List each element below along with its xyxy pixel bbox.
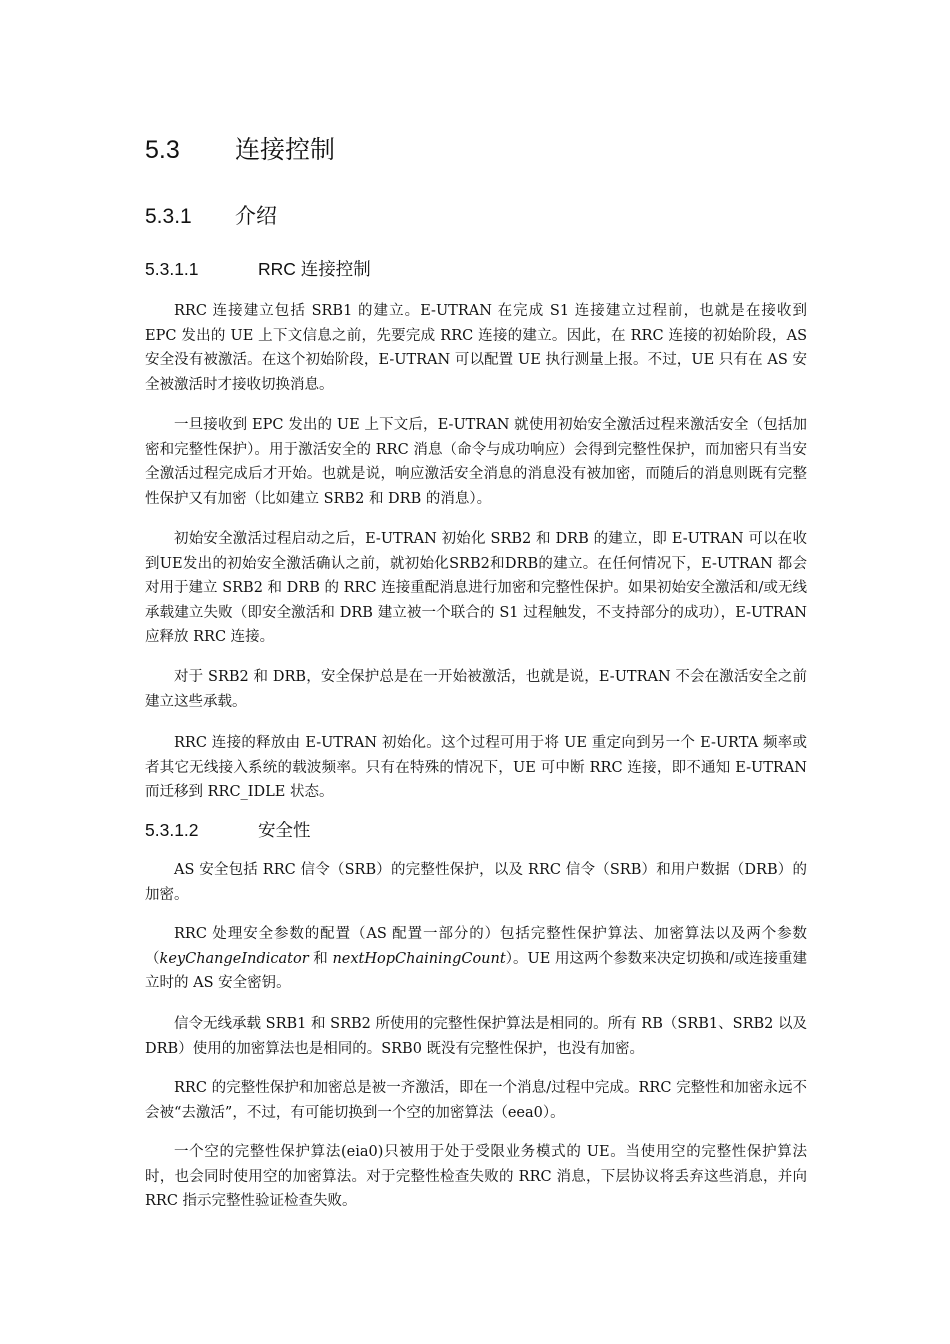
paragraph-security-activation: 一旦接收到 EPC 发出的 UE 上下文后，E-UTRAN 就使用初始安全激活过程来激活安全（包括加密和完整性保护）。用于激活安全的 RRC 消息（命令与成功响应）会得到完整性保护，而加密只有当安全激活过程完成后才开始。也就是说，响应激活安全消息的消息没有被加密，而随后的消息则既有完整性保护又有加密（比如建立 SRB2 和 DRB 的消息）。 [145,417,807,507]
term-next-hop-chaining-count: nextHopChainingCount [332,950,506,967]
paragraph-null-integrity: 一个空的完整性保护算法(eia0)只被用于处于受限业务模式的 UE。当使用空的完整性保护算法时，也会同时使用空的加密算法。对于完整性检查失败的 RRC 消息，下层协议将丢弃这些消息，并向 RRC 指示完整性验证检查失败。 [145,1144,807,1209]
subsection-heading [145,200,277,230]
sub-subsection-heading-security [145,817,311,842]
sub-subsection-title: RRC 连接控制 [258,259,371,279]
paragraph-as-security: AS 安全包括 RRC 信令（SRB）的完整性保护，以及 RRC 信令（SRB）和用户数据（DRB）的加密。 [145,862,807,903]
paragraph-security-config: RRC 处理安全参数的配置（AS 配置一部分的）包括完整性保护算法、加密算法以及两个参数（keyChangeIndicator 和 nextHopChainingCount）。UE 用这两个参数来决定切换和/或连接重建立时的 AS 安全密钥。 [145,926,807,991]
section-title: 连接控制 [235,136,336,164]
sub-subsection-number: 5.3.1.1 [145,259,199,279]
sub-subsection-heading-rrc [145,256,371,281]
subsection-number: 5.3.1 [145,205,192,228]
paragraph-srb2-drb-security: 对于 SRB2 和 DRB，安全保护总是在一开始被激活，也就是说，E-UTRAN 不会在激活安全之前建立这些承载。 [145,669,807,710]
sub-subsection-title: 安全性 [258,820,311,840]
paragraph-srb2-drb-setup: 初始安全激活过程启动之后，E-UTRAN 初始化 SRB2 和 DRB 的建立，即 E-UTRAN 可以在收到UE发出的初始安全激活确认之前，就初始化SRB2和DRB的建立。在任何情况下，E-UTRAN 都会对用于建立 SRB2 和 DRB 的 RRC 连接重配消息进行加密和完整性保护。如果初始安全激活和/或无线承载建立失败（即安全激活和 DRB 建立被一个联合的 S1 过程触发，不支持部分的成功），E-UTRAN 应释放 RRC 连接。 [145,531,807,645]
sub-subsection-number: 5.3.1.2 [145,820,199,840]
paragraph-integrity-ciphering: RRC 的完整性保护和加密总是被一齐激活，即在一个消息/过程中完成。RRC 完整性和加密永远不会被“去激活”，不过，有可能切换到一个空的加密算法（eea0）。 [145,1080,807,1121]
term-key-change-indicator: keyChangeIndicator [159,950,309,967]
paragraph-rrc-setup: RRC 连接建立包括 SRB1 的建立。E-UTRAN 在完成 S1 连接建立过程前，也就是在接收到 EPC 发出的 UE 上下文信息之前，先要完成 RRC 连接的建立。因此，在 RRC 连接的初始阶段，AS 安全没有被激活。在这个初始阶段，E-UTRAN 可以配置 UE 执行测量上报。不过，UE 只有在 AS 安全被激活时才接收切换消息。 [145,303,807,393]
section-heading [145,130,335,166]
paragraph-signalling-algorithms: 信令无线承载 SRB1 和 SRB2 所使用的完整性保护算法是相同的。所有 RB（SRB1、SRB2 以及 DRB）使用的加密算法也是相同的。SRB0 既没有完整性保护，也没有加密。 [145,1016,807,1057]
paragraph-rrc-release: RRC 连接的释放由 E-UTRAN 初始化。这个过程可用于将 UE 重定向到另一个 E-URTA 频率或者其它无线接入系统的载波频率。只有在特殊的情况下，UE 可中断 RRC 连接，即不通知 E-UTRAN 而迁移到 RRC_IDLE 状态。 [145,735,807,800]
subsection-title: 介绍 [235,205,277,228]
section-number: 5.3 [145,136,180,164]
